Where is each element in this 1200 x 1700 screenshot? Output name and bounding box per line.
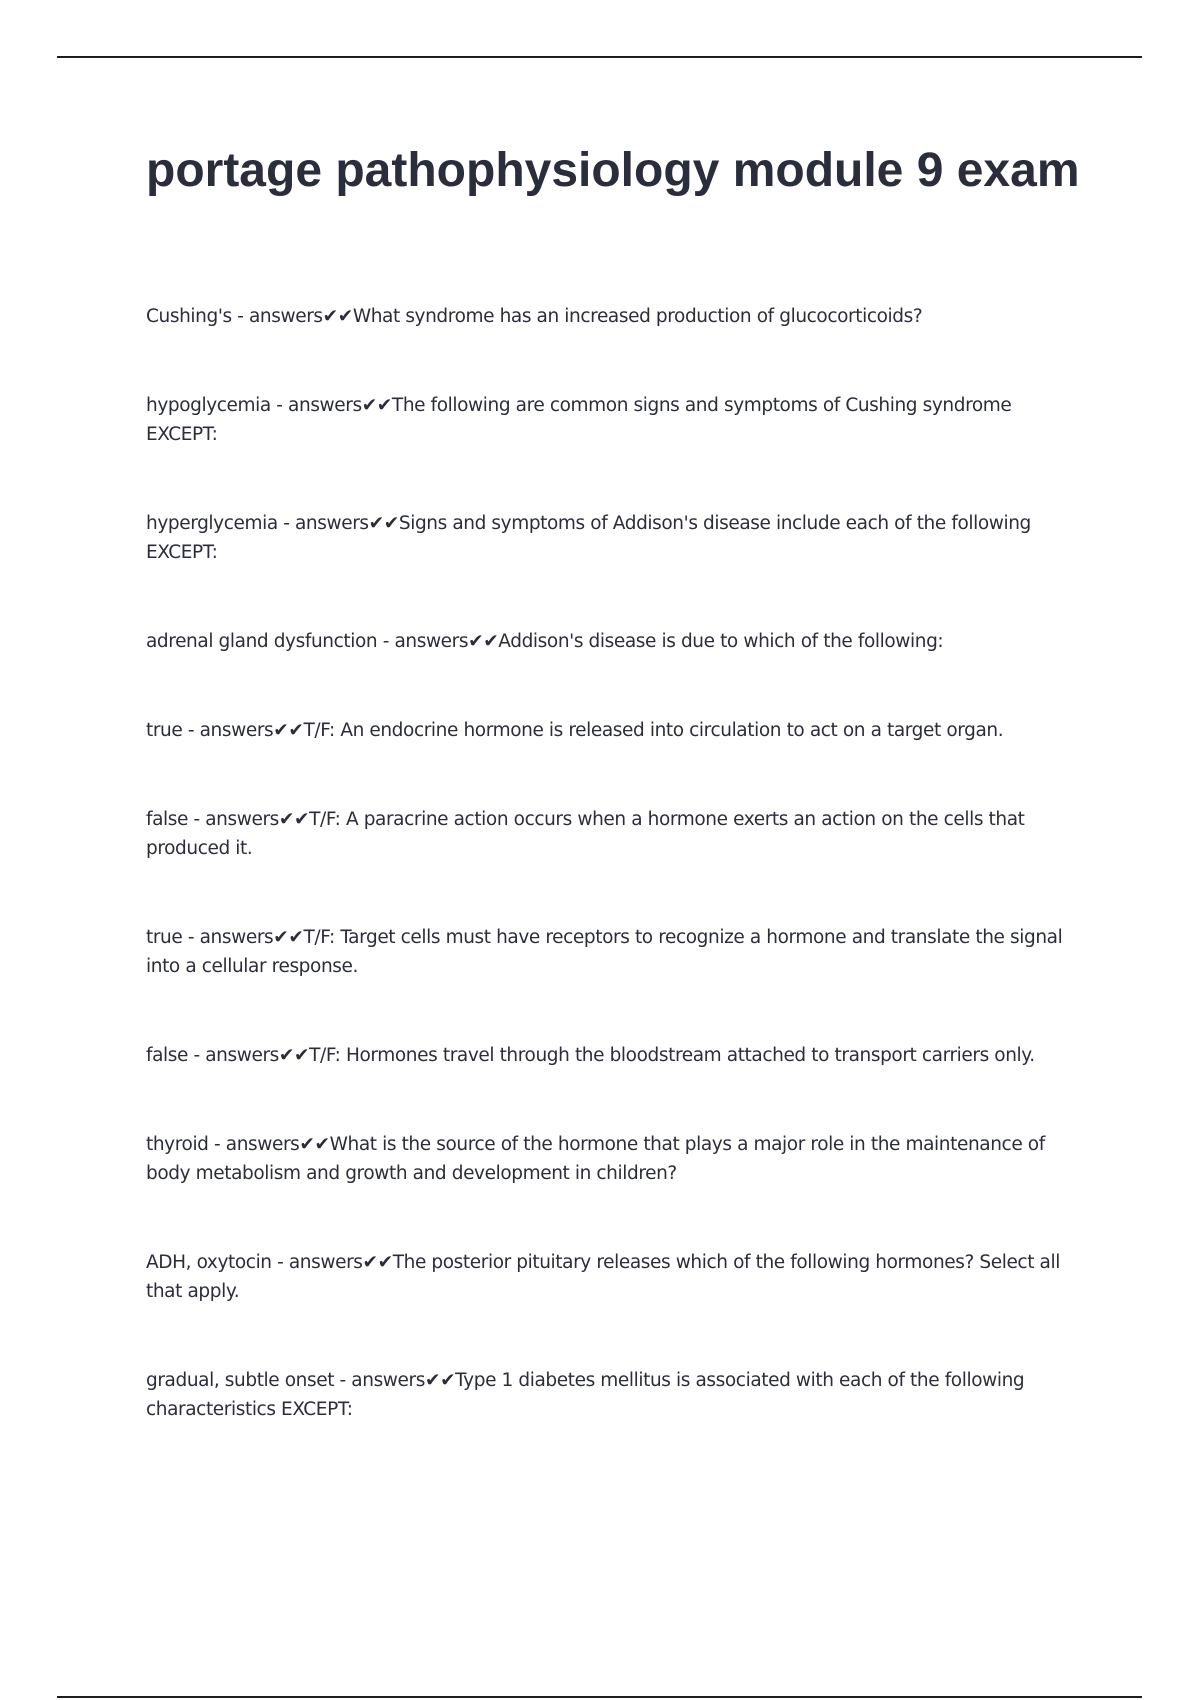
- bottom-divider: [57, 1696, 1142, 1698]
- qa-item: ADH, oxytocin - answers✔✔The posterior pituitary releases which of the following hormones? Select all that apply.: [146, 1252, 1060, 1302]
- qa-item: adrenal gland dysfunction - answers✔✔Addison's disease is due to which of the following:: [146, 631, 944, 652]
- top-divider: [57, 56, 1142, 58]
- qa-item: hyperglycemia - answers✔✔Signs and symptoms of Addison's disease include each of the following EXCEPT:: [146, 513, 1031, 563]
- page-title: portage pathophysiology module 9 exam: [146, 144, 1080, 197]
- qa-item: Cushing's - answers✔✔What syndrome has an increased production of glucocorticoids?: [146, 306, 923, 327]
- qa-item: true - answers✔✔T/F: An endocrine hormone is released into circulation to act on a target organ.: [146, 720, 1004, 741]
- qa-item: true - answers✔✔T/F: Target cells must have receptors to recognize a hormone and translate the signal into a cellular response.: [146, 927, 1063, 977]
- qa-item: hypoglycemia - answers✔✔The following are common signs and symptoms of Cushing syndrome EXCEPT:: [146, 395, 1012, 445]
- qa-item: false - answers✔✔T/F: Hormones travel through the bloodstream attached to transport carriers only.: [146, 1045, 1035, 1066]
- qa-item: false - answers✔✔T/F: A paracrine action occurs when a hormone exerts an action on the cells that produced it.: [146, 809, 1025, 859]
- qa-item: gradual, subtle onset - answers✔✔Type 1 diabetes mellitus is associated with each of the following characteristics EXCEPT:: [146, 1370, 1025, 1420]
- qa-item: thyroid - answers✔✔What is the source of the hormone that plays a major role in the maintenance of body metabolism and growth and development in children?: [146, 1134, 1045, 1184]
- qa-list: [146, 302, 1086, 1484]
